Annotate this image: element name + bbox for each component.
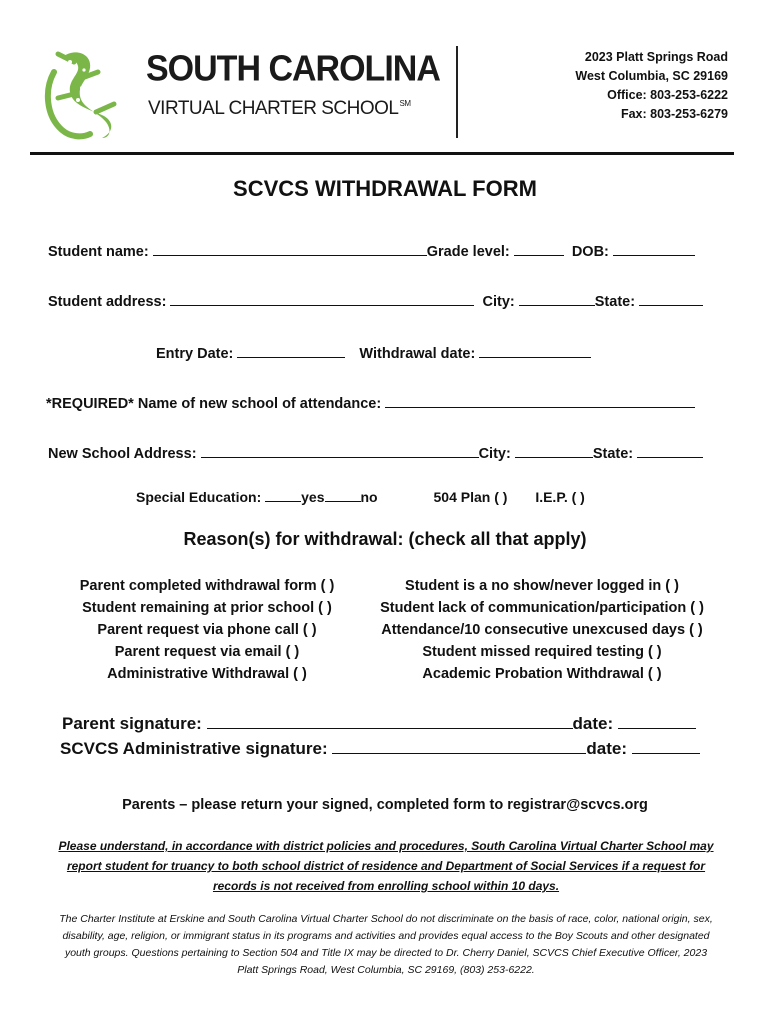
city-field[interactable] bbox=[519, 290, 595, 306]
student-info-row bbox=[48, 240, 695, 260]
parent-date-field[interactable] bbox=[618, 711, 696, 729]
school-name-line1: SOUTH CAROLINA bbox=[146, 49, 440, 89]
school-name-line2-text: VIRTUAL CHARTER SCHOOL bbox=[148, 98, 399, 119]
new-school-row bbox=[46, 392, 695, 412]
new-school-state-label: State: bbox=[592, 446, 634, 462]
reason-parent-email-request[interactable]: Parent request via email ( ) bbox=[114, 644, 300, 660]
special-ed-yes-label: yes bbox=[301, 489, 325, 505]
dob-field[interactable] bbox=[613, 240, 695, 256]
reason-remaining-prior-school[interactable]: Student remaining at prior school ( ) bbox=[82, 600, 332, 616]
plan-504-checkbox[interactable]: 504 Plan ( ) bbox=[433, 489, 508, 505]
entry-date-label: Entry Date: bbox=[156, 346, 234, 362]
new-school-city-field[interactable] bbox=[515, 442, 593, 458]
parent-signature-row bbox=[62, 711, 696, 734]
city-label: City: bbox=[482, 294, 515, 310]
parent-signature-label: Parent signature: bbox=[62, 714, 202, 733]
reasons-right-column bbox=[364, 575, 720, 685]
dob-label: DOB: bbox=[571, 244, 609, 260]
new-school-state-field[interactable] bbox=[637, 442, 703, 458]
admin-signature-field[interactable] bbox=[332, 736, 586, 754]
admin-date-field[interactable] bbox=[632, 736, 700, 754]
fax-number: Fax: 803-253-6279 bbox=[620, 107, 728, 121]
special-ed-row bbox=[136, 486, 585, 505]
special-ed-no-blank[interactable] bbox=[325, 486, 361, 502]
student-address-label: Student address: bbox=[48, 294, 167, 310]
parent-date-label: date: bbox=[572, 714, 614, 733]
reason-missed-testing[interactable]: Student missed required testing ( ) bbox=[422, 644, 662, 660]
lizard-logo-icon bbox=[40, 42, 130, 142]
reason-parent-completed-form[interactable]: Parent completed withdrawal form ( ) bbox=[79, 578, 335, 594]
new-school-label: *REQUIRED* Name of new school of attendance: bbox=[46, 396, 382, 412]
reasons-heading: Reason(s) for withdrawal: (check all that apply) bbox=[183, 529, 587, 549]
header-rule bbox=[30, 152, 734, 155]
new-school-address-label: New School Address: bbox=[48, 446, 197, 462]
return-instructions: Parents – please return your signed, completed form to registrar@scvcs.org bbox=[122, 797, 648, 813]
state-label: State: bbox=[594, 294, 636, 310]
office-phone: Office: 803-253-6222 bbox=[607, 88, 728, 102]
iep-checkbox[interactable]: I.E.P. ( ) bbox=[535, 489, 585, 505]
withdrawal-date-label: Withdrawal date: bbox=[359, 346, 476, 362]
reason-attendance-unexcused[interactable]: Attendance/10 consecutive unexcused days ( ) bbox=[381, 622, 703, 638]
special-ed-no-label: no bbox=[360, 489, 378, 505]
new-school-address-field[interactable] bbox=[201, 442, 479, 458]
reason-parent-phone-request[interactable]: Parent request via phone call ( ) bbox=[97, 622, 317, 638]
student-name-field[interactable] bbox=[153, 240, 427, 256]
reason-lack-of-communication[interactable]: Student lack of communication/participation ( ) bbox=[380, 600, 704, 616]
parent-signature-field[interactable] bbox=[207, 711, 573, 729]
reason-no-show[interactable]: Student is a no show/never logged in ( ) bbox=[405, 578, 679, 594]
special-ed-yes-blank[interactable] bbox=[265, 486, 301, 502]
address-block bbox=[575, 48, 728, 124]
new-school-field[interactable] bbox=[385, 392, 695, 408]
new-school-city-label: City: bbox=[478, 446, 511, 462]
header-divider bbox=[456, 46, 458, 138]
form-title: SCVCS WITHDRAWAL FORM bbox=[233, 176, 537, 201]
address-line2: West Columbia, SC 29169 bbox=[575, 69, 728, 83]
reason-academic-probation[interactable]: Academic Probation Withdrawal ( ) bbox=[422, 666, 662, 682]
grade-level-field[interactable] bbox=[514, 240, 564, 256]
nondiscrimination-disclaimer: The Charter Institute at Erskine and South Carolina Virtual Charter School do not discriminate on the basis of race, color, national origin, sex, disability, age, religion, or immigrant status in its programs and activities and provides equal access to the Boy Scouts and other designated youth groups. Questions pertaining to Section 504 and Title IX may be directed to Dr. Cherry Daniel, SCVCS Chief Executive Officer, 2023 Platt Springs Road, West Columbia, SC 29169, (803) 253-6222. bbox=[59, 913, 713, 976]
address-line1: 2023 Platt Springs Road bbox=[584, 50, 728, 64]
entry-date-field[interactable] bbox=[237, 342, 345, 358]
grade-level-label: Grade level: bbox=[426, 244, 510, 260]
reasons-left-column bbox=[36, 575, 378, 685]
service-mark: SM bbox=[399, 99, 411, 108]
reason-administrative-withdrawal[interactable]: Administrative Withdrawal ( ) bbox=[107, 666, 307, 682]
dates-row bbox=[156, 342, 591, 362]
state-field[interactable] bbox=[639, 290, 703, 306]
student-name-label: Student name: bbox=[48, 244, 149, 260]
school-name-line2 bbox=[148, 98, 410, 120]
new-school-address-row bbox=[48, 442, 703, 462]
truancy-notice: Please understand, in accordance with district policies and procedures, South Carolina Virtual Charter School may report student for truancy to both school district of residence and Department of Social Services if a request for records is not received from enrolling school within 10 days. bbox=[58, 839, 714, 893]
special-ed-label: Special Education: bbox=[136, 489, 262, 505]
withdrawal-date-field[interactable] bbox=[479, 342, 591, 358]
student-address-field[interactable] bbox=[170, 290, 474, 306]
address-row bbox=[48, 290, 703, 310]
admin-date-label: date: bbox=[586, 739, 628, 758]
admin-signature-row bbox=[60, 736, 700, 759]
admin-signature-label: SCVCS Administrative signature: bbox=[60, 739, 328, 758]
